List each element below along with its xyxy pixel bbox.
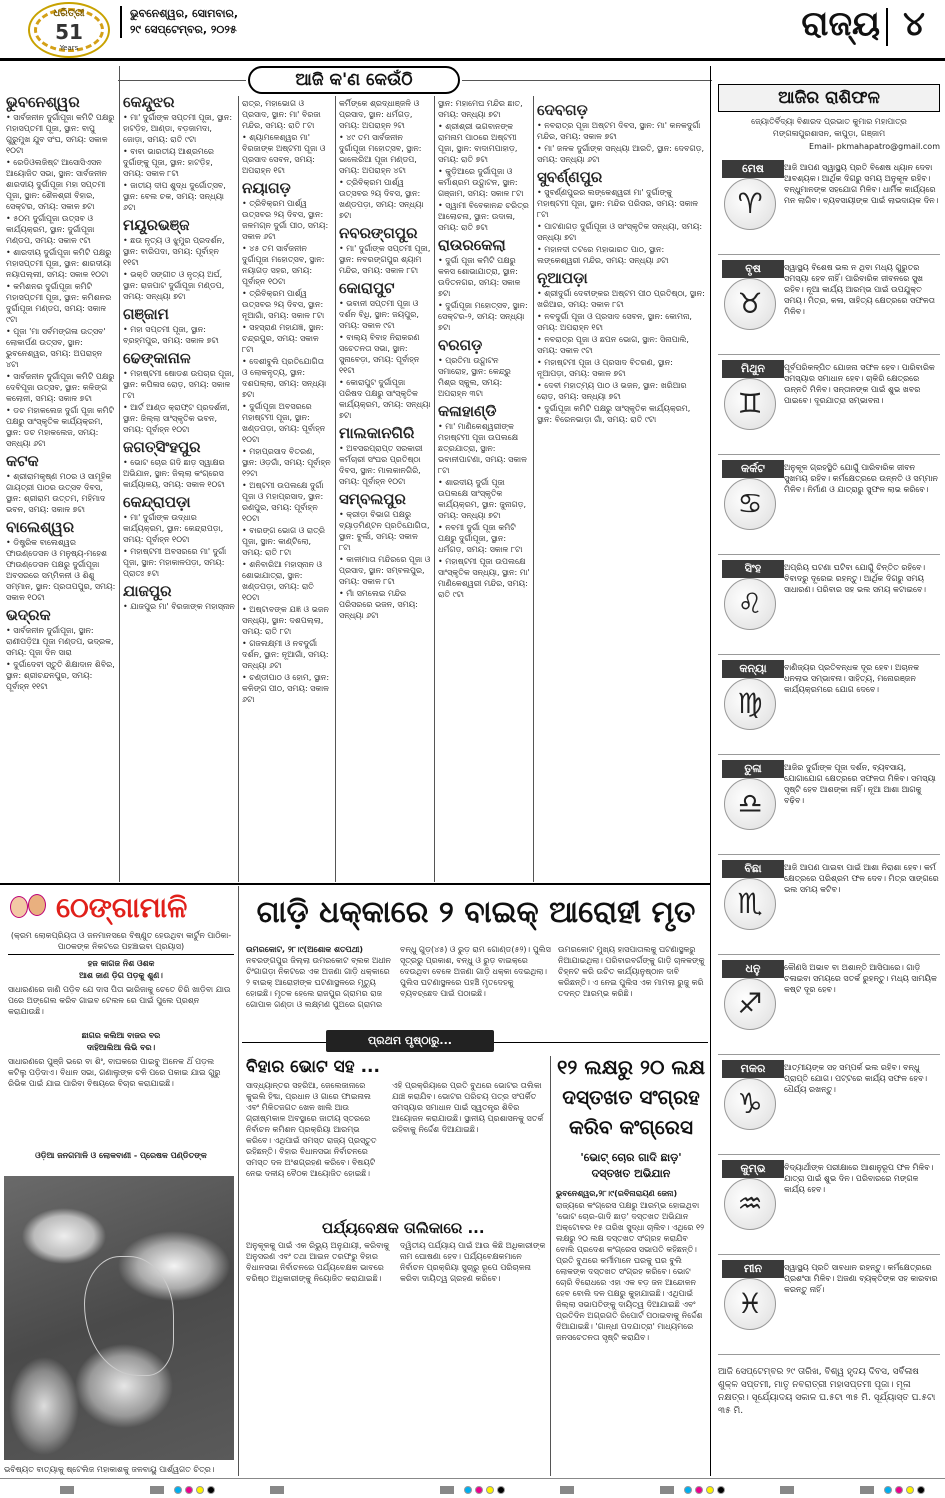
- district-heading: ଭୁବନେଶ୍ୱର: [6, 93, 80, 111]
- event-item: • ଶ୍ୟାମଳେଶ୍ୱର ମା' ବିରଜାଙ୍କ ଅଷ୍ଟମୀ ପୂଜା ଓ ପ୍ରସାଦ ସେବନ, ସମୟ: ଅପରାହ୍ନ ୧ଟା: [242, 133, 326, 175]
- print-mark: [150, 1486, 164, 1494]
- zodiac-icon: ♎: [724, 778, 776, 830]
- zodiac-icon: ♐: [724, 978, 776, 1030]
- rashi-row: [718, 158, 942, 252]
- zodiac-icon: ♋: [724, 478, 776, 530]
- rashi-text: ସ୍ୱାସ୍ଥ୍ୟ ବିଶେଷ ଭଲ ନ ଥିବା ମଧ୍ୟ ଗୁରୁତର ସମସ୍ୟା ହେବ ନାହିଁ। ପାରିବାରିକ ଜୀବନରେ ସୁଖ ରହିବ। ନୂଆ କାର୍ଯ୍ୟ ଆରମ୍ଭ ପାଇଁ ଉପଯୁକ୍ତ ସମୟ। ମିତ୍ର, କଳା, ସାହିତ୍ୟ କ୍ଷେତ୍ରରେ ସଫଳତା ମିଳିବ।: [784, 263, 936, 316]
- lead-text-3: ଉମରକୋଟ ମୁଖ୍ୟ ହାସପାତାଲକୁ ଘଟଣାସ୍ଥଳରୁ ନିଆଯାଇଥିଲା। ପରିବାରବର୍ଗଙ୍କୁ ଗାଡ଼ି ଚାଳକଙ୍କୁ ଚିହ୍ନଟ କରି ଉଚିତ କାର୍ଯ୍ୟାନୁଷ୍ଠାନ ଦାବି କରିଛନ୍ତି। ଏ ନେଇ ପୁଲିସ ଏକ ମାମଲା ରୁଜୁ କରି ତଦନ୍ତ ଆରମ୍ଭ କରିଛି।: [558, 945, 705, 998]
- logo-years: 51: [55, 20, 83, 44]
- lead-headline: ଗାଡ଼ି ଧକ୍କାରେ ୨ ବାଇକ୍ ଆରୋହୀ ମୃତ: [256, 895, 696, 930]
- story1-text: ସାଦ୍ଧ୍ୟାନ୍ତର ସହରିଆ, ଜେଲେଜାନାରେ କୁଇଲି ହିବ୍ଦା, ପ୍ରଧାନ ଓ ଗାରେ ଫାଇନାଲ ଏବଂ ମିଳିତଜଗତ ଖେଳ ଖାଲି ଆଉ ଗ୍ରୀଷ୍ମକାଳ ଅବସ୍ଥାରେ ଜାତୀୟ ସ୍ତରରେ ନିର୍ବାଚନ କମିଶନ ପ୍ରକ୍ରିୟା ଆରମ୍ଭ କରିବେ। ଏଥିପାଇଁ ସମସ୍ତ ରାଜ୍ୟ ପ୍ରସ୍ତୁତ ରହିଛନ୍ତି। ବିହାର ବିଧାନସଭା ନିର୍ବାଚନରେ ସମସ୍ତ ଦଳ ଅଂଶଗ୍ରହଣ କରିବେ। ବିଷୟଟି ନେଇ ଦଳୀୟ ବୈଠକ ଆୟୋଜିତ ହୋଇଛି।: [246, 1081, 377, 1178]
- rashi-text: ସ୍ୱାସ୍ଥ୍ୟ ପ୍ରତି ସାବଧାନ ରହନ୍ତୁ। କର୍ମକ୍ଷେତ୍ରରେ ପ୍ରଶଂସା ମିଳିବ। ଅଜଣା ବ୍ୟକ୍ତିଙ୍କ ସହ କାରବାର କରନ୍ତୁ ନାହିଁ।: [784, 1263, 938, 1294]
- rashi-text: ଅପ୍ରିୟ ଘଟଣା ଘଟିବା ଯୋଗୁଁ ଚିନ୍ତିତ ରହିବେ। ବିବାଦରୁ ଦୂରେଇ ରହନ୍ତୁ। ଆର୍ଥିକ ଦିଗରୁ ସମୟ ସାଧାରଣ। ପରିବାର ସହ ଭଲ ସମୟ କଟାଇବେ।: [784, 563, 927, 594]
- col-divider: [238, 886, 239, 1476]
- rashi-divider: [718, 454, 940, 455]
- event-item: • ଦୁର୍ଗାପୂଜା ମହୋତ୍ସବ, ସ୍ଥାନ: ସେକ୍ଟର-୨, ସମୟ: ସନ୍ଧ୍ୟା ୭ଟା: [438, 301, 528, 332]
- dateline: [120, 6, 260, 38]
- zodiac-icon: ♓: [724, 1278, 776, 1330]
- event-item: • ଆର୍ଟ ଆଣ୍ଡ କ୍ରାଫ୍ଟ ପ୍ରଦର୍ଶନୀ, ସ୍ଥାନ: ଜିଲ୍ଲା ସାଂସ୍କୃତିକ ଭବନ, ସମୟ: ପୂର୍ବାହ୍ନ ୧୦ଟା: [123, 403, 230, 434]
- events-col-4: [339, 98, 431, 880]
- satellite-image: [4, 1176, 234, 1460]
- event-item: • ମହାଷ୍ଟମୀ ଅବସରରେ ମା' ଦୁର୍ଗା ପୂଜା, ସ୍ଥାନ: ମହାକାଳପଡ଼ା, ସମୟ: ପ୍ରାତଃ ୫ଟା: [123, 547, 227, 578]
- lead-dateline: ଉମରକୋଟ, ୨୮।୯(ଅଶୋକ ଶତପଥୀ): [246, 945, 364, 954]
- rashi-name: ବିଛା: [722, 860, 784, 878]
- color-dot: [717, 1486, 725, 1494]
- event-item: • କୋରାପୁଟ ଦୁର୍ଗାପୂଜା ପରିଷଦ ପକ୍ଷରୁ ସାଂସ୍କୃତିକ କାର୍ଯ୍ୟକ୍ରମ, ସମୟ: ସନ୍ଧ୍ୟା ୭ଟା: [339, 378, 431, 420]
- rashi-divider: [718, 654, 940, 655]
- zodiac-icon: ♑: [724, 1078, 776, 1130]
- lead-col-1: [246, 944, 394, 1040]
- color-dot: [464, 1486, 472, 1494]
- events-col-5: [438, 98, 530, 880]
- events-banner-text: ଆଜି କ'ଣ କେଉଁଠି: [295, 70, 413, 90]
- rashiphala-author: ଜ୍ୟୋତିର୍ବିଦ୍ୟା ବିଶାରଦ ପ୍ରଭାତ କୁମାର ମହାପାତ୍ର: [751, 117, 907, 126]
- rashi-name: କର୍କଟ: [722, 460, 784, 478]
- event-item: • ସ୍ୱାମୀ ବିବେକାନନ୍ଦ ଚରିତ୍ର ଆଲୋଚନା, ସ୍ଥାନ: ଉଦାଳା, ସମୟ: ରାତି ୭ଟା: [438, 201, 529, 232]
- events-col-2: [123, 90, 235, 880]
- section-divider: [886, 8, 888, 46]
- district-heading: ସମ୍ବଲପୁର: [339, 490, 406, 508]
- logo-text: ଧରିତ୍ରୀ: [53, 8, 85, 19]
- event-item: • ଦୁର୍ଗାପୂଜା କମିଟି ପକ୍ଷରୁ ସାଂସ୍କୃତିକ କାର୍ଯ୍ୟକ୍ରମ, ସ୍ଥାନ: ବିରେନଭାଡ଼ା ଗାଁ, ସମୟ: ରାତି ୯ଟା: [537, 404, 691, 424]
- event-item: • ଜାତୀୟ ଦୀପ ଶୁଦ୍ଧ ଦୁର୍ଗୋତ୍ସବ, ସ୍ଥାନ: ବେଲ ଚକ, ସମୟ: ସନ୍ଧ୍ୟା ୬ଟା: [123, 181, 226, 212]
- event-item: • ସାର୍ବଜନୀନ ଦୁର୍ଗାପୂଜା, ସ୍ଥାନ: ରାଣୀପଡ଼ିଆ ପୂଜା ମଣ୍ଡପ, ଭଦ୍ରକ, ସମୟ: ପୂଜା ଦିନ ସାରା: [6, 626, 114, 657]
- color-dot: [486, 1486, 494, 1494]
- rashi-row: [718, 458, 942, 552]
- rashi-text: ପୂର୍ବପରିକଳ୍ପିତ ଯୋଜନା ସଫଳ ହେବ। ପାରିବାରିକ ସମସ୍ୟାର ସମାଧାନ ହେବ। ଚାକିରି କ୍ଷେତ୍ରରେ ଉନ୍ନତି ମିଳିବ। ସନ୍ତାନଙ୍କ ପାଇଁ ଶୁଭ ଖବର ପାଇବେ। ଦୂରଯାତ୍ରା ସମ୍ଭାବନା।: [784, 363, 935, 405]
- congress-headline-2: ଦସ୍ତଖତ ସଂଗ୍ରହ: [562, 1085, 700, 1109]
- color-dot: [497, 1486, 505, 1494]
- cartoon-faces-icon: [10, 890, 50, 926]
- thengamali-footer: ଓଡ଼ିଆ ଜନଗମାଳି ଓ ଲୋକବାଣୀ - ପ୍ରେଷକ ପଣ୍ଡିତଙ୍କ: [35, 1151, 207, 1160]
- event-item: • ପ୍ରତିମା ଉଦ୍ଘାଟନ ସମାରୋହ, ସ୍ଥାନ: କେନ୍ଦ୍ରୁ ମିଶ୍ର ସ୍କୁଲ, ସମୟ: ଅପରାହ୍ନ ୩ଟା: [438, 356, 511, 398]
- event-item: • ୫୦ମ ଦୁର୍ଗାପୂଜା ଉତ୍ସବ ଓ କାର୍ଯ୍ୟକ୍ରମ, ସ୍ଥାନ: ଦୁର୍ଗାପୂଜା ମଣ୍ଡପ, ସମୟ: ସକାଳ ୯ଟା: [6, 214, 95, 245]
- district-heading: ନୂଆପଡ଼ା: [537, 269, 588, 287]
- dateline-1: ଭୁବନେଶ୍ୱର, ସୋମବାର,: [130, 7, 239, 20]
- event-item: • ଚଣ୍ଡୀପାଠ ଓ ହୋମ, ସ୍ଥାନ: କଳିଙ୍ଗ ପୀଠ, ସମୟ: ସକାଳ ୬ଟା: [242, 673, 330, 704]
- event-item: • ଅବସରପ୍ରାପ୍ତ ସରକାରୀ କର୍ମଚାରୀ ସଂଘର ପ୍ରତିଷ୍ଠା ଦିବସ, ସ୍ଥାନ: ମାଲକାନଗିରି, ସମୟ: ପୂର୍ବାହ୍ନ ୧୦ଟା: [339, 444, 423, 486]
- event-item: • କମିଶନର ଦୁର୍ଗାପୂଜା କମିଟି ମହାସପ୍ତମୀ ପୂଜା, ସ୍ଥାନ: କମିଶନର ଦୁର୍ଗାପୂଜା ମଣ୍ଡପ, ସମୟ: ସକାଳ ୯ଟା: [6, 282, 112, 324]
- rashi-row: [718, 1258, 942, 1352]
- event-item: • ନବରାତ୍ର ପୂଜା ଅଷ୍ଟମ ଦିବସ, ସ୍ଥାନ: ମା' କନକଦୁର୍ଗା ମନ୍ଦିର, ସମୟ: ସକାଳ ୭ଟା: [537, 121, 701, 141]
- event-item: • ରେଡିଓଲଜିଷ୍ଟ ଆସୋସିଏସନ ଆୟୋଜିତ ସଭା, ସ୍ଥାନ: ସାର୍ବଜନୀନ ଶାରଦୀୟ ଦୁର୍ଗାପୂଜା ମହା ସପ୍ତମୀ ପୂଜା, ସ୍ଥାନ: ଶୈଳଶ୍ରୀ ବିହାର, ସେକ୍ଟର, ସମୟ: ସକାଳ ୭ଟା: [6, 158, 107, 211]
- event-item: • ମହା ସପ୍ତମୀ ପୂଜା, ସ୍ଥାନ: ବ୍ରହ୍ମପୁର, ସମୟ: ସକାଳ ୭ଟା: [123, 325, 219, 345]
- rashi-name: ମିଥୁନ: [722, 360, 784, 378]
- zodiac-icon: ♒: [724, 1178, 776, 1230]
- event-item: • ଅଷ୍ଟାବଙ୍କ ଯଜ୍ଞ ଓ ଭଜନ ସନ୍ଧ୍ୟା, ସ୍ଥାନ: ଦଶପଲ୍ଲା, ସମୟ: ରାତି ୮ଟା: [242, 605, 329, 636]
- weather-caption: ଭବିଷ୍ୟତ ବାତ୍ୟାକୁ ଷ୍ଟେଲିଜ ମହାକାଶକୁ ଜଳବାୟୁ ପାର୍ଶ୍ୱଗତ ଚିତ୍ର।: [4, 1465, 215, 1474]
- event-item: • ମା' ଦୁର୍ଗାଙ୍କ ସପ୍ତମୀ ପୂଜା, ସ୍ଥାନ: ନବରଙ୍ଗପୁର ଶ୍ୟାମ ମନ୍ଦିର, ସମୟ: ସକାଳ ୮ଟା: [339, 244, 431, 275]
- rashi-divider: [718, 554, 940, 555]
- thengamali-para1: ସାଧାରଣରେ ଜାଣି ପଡ଼ିବ ଯେ ଦାସ ପିତା ଭାରିଜାକୁ ଚେତେ ଚିରି ଖାଡ଼ିବା ଯାଉ ପରେ ଅଙ୍ଗେଲ କରିବ ଗାଇବ ଟେଲଳ ରେ ପାଇଁ ପୁଲେ ପ୍ରଶ୍ନ କରାଯାଉଛି।: [8, 985, 231, 1016]
- event-item: • ୪୫ ତମ ସାର୍ବଜନୀନ ଦୁର୍ଗାପୂଜା ମହୋତ୍ସବ, ସ୍ଥାନ: ନୟାଗଡ଼ ସହର, ସମୟ: ପୂର୍ବାହ୍ନ ୧୦ଟା: [242, 244, 325, 286]
- thengamali-subtitle: (କ୍ରମ ଲୋକପ୍ରିୟତା ଓ ଜନମାନସରେ ବିଷ୍ଣୁତ ହେଉଥିବା କାର୍ଟୁନ ପାଠିକା-ପାଠକଙ୍କ ନିକଟରେ ପହଞ୍ଚାଇବା ପ୍ରୟାସ): [10, 931, 232, 951]
- district-heading: ଢେଙ୍କାନାଳ: [123, 349, 191, 367]
- event-item: • ନବଦୁର୍ଗା ପୂଜା ଓ ପ୍ରସାଦ ସେବନ, ସ୍ଥାନ: କୋମନା, ସମୟ: ଅପରାହ୍ନ ୧ଟା: [537, 312, 692, 332]
- event-item: • ଶ୍ରୀଶ୍ରୀ ଭଗବାନଙ୍କ ରାମନାମ ପାଠରେ ଅଷ୍ଟମୀ ପୂଜା, ସ୍ଥାନ: ବାଦାମପାହାଡ଼, ସମୟ: ରାତି ୭ଟା: [438, 122, 518, 164]
- event-item: • ଶାରଦୀୟ ଦୁର୍ଗାପୂଜା କମିଟି ପକ୍ଷରୁ ମହାସପ୍ତମୀ ପୂଜା, ସ୍ଥାନ: ଶାରଦୀୟା ନୟାପଲ୍ଲୀ, ସମୟ: ସକାଳ ୧୦ଟା: [6, 248, 112, 279]
- rashi-name: ସିଂହ: [722, 560, 784, 578]
- rashi-text: ବିଦ୍ୟାର୍ଥୀଙ୍କ ପରୀକ୍ଷାରେ ଆଶାନୁରୂପ ଫଳ ମିଳିବ। ଯାତ୍ରା ପାଇଁ ଶୁଭ ଦିନ। ପରିବାରରେ ମଙ୍ଗଳ କାର୍ଯ୍ୟ ହେବ।: [784, 1163, 934, 1194]
- rashiphala-address: ମଙ୍ଗଳାପୁରଶାସନ, କାପୁଡ଼ା, ଗଞ୍ଜାମ: [772, 129, 886, 138]
- rashi-name: ଧନୁ: [722, 960, 784, 978]
- event-item: • ଡିଷ୍ଟ୍ରିକ ବାଲେଶ୍ୱର ଫାଉଣ୍ଡେସନ ଓ ମନୁଷ୍ୟ-ମହେଶ ଫାଉଣ୍ଡେସନ ପକ୍ଷରୁ ଦୁର୍ଗାପୂଜା ଅବସରରେ ସମ୍ମିଳନୀ ଓ ଶିଶୁ ସମ୍ମାନ, ସ୍ଥାନ: ପ୍ରତାପପୁର, ସମୟ: ସକାଳ ୧୦ଟା: [6, 538, 116, 602]
- district-heading: ବାଲେଶ୍ୱର: [6, 518, 75, 536]
- rashiphala-title: [718, 84, 940, 112]
- rashi-divider: [718, 1254, 940, 1255]
- color-dot: [475, 1486, 483, 1494]
- thengamali: [4, 888, 236, 1170]
- rashi-divider: [718, 1154, 940, 1155]
- event-item: • ମା' ମାଣିକେଶ୍ୱରୀଙ୍କ ମହାଷ୍ଟମୀ ପୂଜା ଉପଲକ୍ଷେ ଛତ୍ରଯାତ୍ରା, ସ୍ଥାନ: ଭବାନୀପାଟଣା, ସମୟ: ସକାଳ ୮ଟା: [438, 422, 527, 475]
- event-item: କର୍ମିଙ୍କେ ଶ୍ରଦ୍ଧାଞ୍ଜଳି ଓ ପ୍ରସାଦ, ସ୍ଥାନ: ଧର୍ମଗଡ଼, ସମୟ: ଅପରାହ୍ନ ୨ଟା: [339, 99, 420, 130]
- lead-text-2: ବନ୍ଧୁ ଗୁଡ଼(୪୫) ଓ ରୁଡ଼ ରାମ ଗୋଣ୍ଡ(୫୨)। ପୁଲିସ ସୂତ୍ରରୁ ପ୍ରକାଶ, ବନ୍ଧୁ ଓ ରୁଡ଼ ବାଇକ୍‌ରେ ଦେଉଥିବା ବେଳେ ଅଜଣା ଗାଡ଼ି ଧକ୍କା ଦେଇଥିଲା। ପୁଲିସ ଘଟଣାସ୍ଥଳରେ ପହଞ୍ଚି ମୃତଦେହକୁ ବ୍ୟବଚ୍ଛେଦ ପାଇଁ ପଠାଇଛି।: [400, 945, 551, 998]
- rashi-text: ଆଜିର ଦୁର୍ଗାଙ୍କ ପୂଜା ଦର୍ଶନ, ବ୍ୟବସାୟ, ଯୋଗାଯୋଗ କ୍ଷେତ୍ରରେ ସଫଳତା ମିଳିବ। ସମସ୍ୟା ସୃଷ୍ଟି ହେବ ଆଶଙ୍କା ନାହିଁ। ନୂଆ ଆଶା ଆଗକୁ ବଢ଼ିବ।: [784, 763, 936, 805]
- event-item: • ନବରାତ୍ର ପୂଜା ଓ ଛପନ ଭୋଗ, ସ୍ଥାନ: ସିନାପାଲି, ସମୟ: ସକାଳ ୯ଟା: [537, 335, 689, 355]
- col-divider: [550, 1056, 551, 1476]
- rashi-row: [718, 758, 942, 852]
- thengamali-title: ଠେଙ୍ଗାମାଳି: [56, 891, 188, 924]
- congress-text: ରାଜ୍ୟରେ କଂଗ୍ରେସ ପକ୍ଷରୁ ଆରମ୍ଭ ହୋଇଥିବା 'ଭୋଟ ଚୋର-ଗାଦି ଛାଡ଼' ଦସ୍ତଖତ ଅଭିଯାନ ଅକ୍ଟୋବର ୧୫ ତାରିଖ ସୁଦ୍ଧା ଚାଲିବ। ଏଥିରେ ୧୨ ଲକ୍ଷରୁ ୨୦ ଲକ୍ଷ ଦସ୍ତଖତ ସଂଗ୍ରହ କରାଯିବ ବୋଲି ପ୍ରଦେଶ କଂଗ୍ରେସ ସଭାପତି କହିଛନ୍ତି। ପ୍ରତି ବୁଥରେ କର୍ମୀମାନେ ଘରକୁ ଘର ବୁଲି ଲୋକଙ୍କ ଦସ୍ତଖତ ସଂଗ୍ରହ କରିବେ। ଭୋଟ ଚୋରି ବିରୋଧରେ ଏହା ଏକ ବଡ଼ ଜନ ଆନ୍ଦୋଳନ ହେବ ବୋଲି ଦଳ ପକ୍ଷରୁ କୁହାଯାଇଛି। ଏଥିପାଇଁ ଜିଲ୍ଲା ସଭାପତିଙ୍କୁ ଦାୟିତ୍ୱ ଦିଆଯାଇଛି ଏବଂ ପ୍ରତିଦିନ ଅଗ୍ରଗତି ରିପୋର୍ଟ ପଠାଇବାକୁ ନିର୍ଦ୍ଦେଶ ଦିଆଯାଇଛି। 'ଗାନ୍ଧୀ ପଦଯାତ୍ରା' ମାଧ୍ୟମରେ ଜନସଚେତନତା ସୃଷ୍ଟି କରାଯିବ।: [556, 1201, 705, 1342]
- zodiac-icon: ♏: [724, 878, 776, 930]
- rashi-text: ଆତ୍ମୀୟଙ୍କ ସହ ସମ୍ପର୍କ ଭଲ ରହିବ। ବନ୍ଧୁ ପ୍ରାପ୍ତି ଯୋଗ। ପଟ୍ଟରେ କାର୍ଯ୍ୟ ସଫଳ ହେବ। ଧୈର୍ଯ୍ୟ ରଖନ୍ତୁ।: [784, 1063, 928, 1094]
- rashi-text: ଆଜି ଆପଣ ପାଇବା ପାଇଁ ଆଶା ନିରାଶା ହେବ। କର୍ମ କ୍ଷେତ୍ରରେ ପରିଶ୍ରମ ଫଳ ଦେବ। ମିତ୍ର ସାଙ୍ଗରେ ଭଲ ସମୟ କଟିବ।: [784, 863, 939, 894]
- congress-kicker-1: 'ଭୋଟ୍ ଚୋର ଗାଦି ଛାଡ଼': [580, 1151, 682, 1164]
- event-item: • ମହାନଦୀ ତଟରେ ମହାଭାରତ ପାଠ, ସ୍ଥାନ: ଲଙ୍କେଶ୍ୱରୀ ମନ୍ଦିର, ସମୟ: ସନ୍ଧ୍ୟା ୬ଟା: [537, 245, 669, 265]
- map-outline: [84, 1256, 174, 1376]
- event-item: • ମହାଷ୍ଟମୀ ଷୋଡଶ ଉପଚାର ପୂଜା, ସ୍ଥାନ: କପିଳାସ ରୋଡ଼, ସମୟ: ସକାଳ ୮ଟା: [123, 369, 235, 400]
- event-item: • ଛଉ ନୃତ୍ୟ ଓ ଝୁମୁର ପ୍ରଦର୍ଶନ, ସ୍ଥାନ: ବାରିପଦା, ସମୟ: ପୂର୍ବାହ୍ନ ୧୧ଟା: [123, 236, 225, 267]
- masthead-rule: [0, 58, 945, 61]
- event-item: • ମା' ଦୁର୍ଗାଙ୍କ ଉଦ୍ଧାର କାର୍ଯ୍ୟକ୍ରମ, ସ୍ଥାନ: କେନ୍ଦ୍ରାପଡ଼ା, ସମୟ: ପୂର୍ବାହ୍ନ ୧୦ଟା: [123, 513, 224, 544]
- rashi-divider: [718, 1054, 940, 1055]
- color-dot: [185, 1486, 193, 1494]
- congress-headline-3: କରିବ କଂଗ୍ରେସ: [568, 1115, 694, 1139]
- rashi-name: ମେଷ: [722, 160, 784, 178]
- col-divider: [119, 66, 120, 882]
- event-item: • ଗଜଲକ୍ଷ୍ମୀ ଓ ନବଦୁର୍ଗା ଦର୍ଶନ, ସ୍ଥାନ: ନୂଆଗାଁ, ସମୟ: ସନ୍ଧ୍ୟା ୬ଟା: [242, 639, 329, 670]
- event-item: • ତ୍ରିବିକ୍ରମ ପାର୍ଶ୍ୱ ଉତ୍ସବର ୨ୟ ଦିବସ, ସ୍ଥାନ: ନୂଆଗାଁ, ସମୟ: ସକାଳ ୮ଟା: [242, 289, 325, 320]
- event-item: • ଅଷ୍ଟମୀ ଉପଲକ୍ଷେ ଦୁର୍ଗା ପୂଜା ଓ ମହାପ୍ରସାଦ, ସ୍ଥାନ: ରଣପୁର, ସମୟ: ପୂର୍ବାହ୍ନ ୧୦ଟା: [242, 481, 324, 523]
- events-col-3: [242, 98, 332, 880]
- event-item: • ପୂଜା 'ମା ସର୍ବମଙ୍ଗଳା ଉତ୍ସବ' ଲୋକାର୍ପଣ ଉତ୍ସବ, ସ୍ଥାନ: ଭୁବନେଶ୍ୱର, ସମୟ: ଅପରାହ୍ନ ୪ଟା: [6, 327, 106, 369]
- event-item: • ଶ୍ରୀଦୁର୍ଗା ଦେବୀଙ୍କର ଅଷ୍ଟମ ପୀଠ ପ୍ରତିଷ୍ଠା, ସ୍ଥାନ: ଖରିଆର, ସମୟ: ସକାଳ ୮ଟା: [537, 289, 705, 309]
- event-item: • ୪୯ ତମ ସାର୍ବଜନୀନ ଦୁର୍ଗାପୂଜା ମହୋତ୍ସବ, ସ୍ଥାନ: ଭାଲେରିଆ ପୂଜା ମଣ୍ଡପ, ସମୟ: ଅପରାହ୍ନ ୪ଟା: [339, 133, 422, 175]
- zodiac-icon: ♈: [724, 178, 776, 230]
- congress-kicker-2: ଦସ୍ତଖତ ଅଭିଯାନ: [591, 1167, 671, 1180]
- thengamali-line2: ଆଶ ଜାଣ ଡ଼ିଗ ପଡ଼କୁ ଶୁଣ।: [79, 971, 163, 980]
- thengamali-line4: ଦାହିଆଲିଆ ଲିଭି ବର।: [86, 1043, 156, 1052]
- rashiphala-email: Email- pkmahapatro@gmail.com: [809, 142, 940, 151]
- events-col-6: [537, 98, 705, 880]
- event-item: • ବାଲ୍ୟ ବିବାହ ନିରାକରଣ ସଚେତନତା ସଭା, ସ୍ଥାନ: ସୁନାବେଡ଼ା, ସମୟ: ପୂର୍ବାହ୍ନ ୧୧ଟା: [339, 333, 420, 375]
- event-item: • ଶ୍ରୀରାମକୃଷ୍ଣ ମଠର ଓ ସାମୂହିକ ଗାୟତ୍ରୀ ପାଠର ଉତ୍ସବ ଦିବସ, ସ୍ଥାନ: ଶ୍ରୀରାମ ଉତ୍ତମ, ମହିମାଦ ଭବନ, ସମୟ: ସକାଳ ୭ଟା: [6, 472, 112, 514]
- district-heading: ସୁବର୍ଣ୍ଣପୁର: [537, 168, 603, 186]
- print-mark: [440, 1486, 454, 1494]
- district-heading: ଦେବଗଡ଼: [537, 101, 588, 119]
- event-item: • ଦୁର୍ଗାପୂଜା ଅବସରରେ ମହାଷ୍ଟମୀ ପୂଜା, ସ୍ଥାନ: ଖଣ୍ଡପଡ଼ା, ସମୟ: ପୂର୍ବାହ୍ନ ୧୦ଟା: [242, 402, 326, 444]
- event-item: • ଦୁର୍ଗା ପୂଜା କମିଟି ପକ୍ଷରୁ କଳସ ଶୋଭାଯାତ୍ରା, ସ୍ଥାନ: ଉଦିତନଗର, ସମୟ: ସକାଳ ୭ଟା: [438, 256, 521, 298]
- col-divider: [710, 66, 711, 1476]
- event-item: • କାଳୀମାତା ମନ୍ଦିରରେ ପୂଜା ଓ ପ୍ରସାଦ, ସ୍ଥାନ: ସମ୍ବଲପୁର, ସମୟ: ସକାଳ ୮ଟା: [339, 555, 431, 586]
- district-heading: ବରଗଡ଼: [438, 336, 483, 354]
- rashi-name: ତୁଳା: [722, 760, 784, 778]
- panchanga: ଆଜି ସେପ୍ଟେମ୍ବର ୨୯ ତାରିଖ, ବିଶ୍ୱ ହୃଦୟ ଦିବସ, ସର୍ବିଳାଷ ଶୁକ୍ଳ ସପ୍ତମୀ, ମାତୃ ନବରାତ୍ରୀ ମହାସପ୍ତମୀ ପୂଜା। ମୂଳା ନକ୍ଷତ୍ର। ସୂର୍ଯ୍ୟୋଦୟ ସକାଳ ଘ.୫ଟା ୩୫ ମି. ସୂର୍ଯ୍ୟାସ୍ତ ଘ.୫ଟା ୩୫ ମି.: [718, 1367, 936, 1416]
- rashi-name: କନ୍ୟା: [722, 660, 784, 678]
- rashi-row: [718, 558, 942, 652]
- district-heading: ଯାଜପୁର: [123, 582, 172, 600]
- rashi-name: ବୃଷ: [722, 260, 784, 278]
- print-mark: [860, 1486, 874, 1494]
- thengamali-para2: ସାଧାରଣରେ ପୁଞ୍ଜି ଭରେ ବା ଶିଂ, ବାଘକରେ ପାଇବୁ ଅନେକ ଥିଁ ପଡ଼ଲ କଟିଲୁ ପଡ଼ିଦାଏ। ବିଧାନ ସଭା, ଗଣାଲୁଙ୍କ ଚଳି ପରେ ପକାଇ ଯାଇ ଗୁରୁ ରିଭିକ ପାଇଁ ଯାଇ ପାରିବା ବିଷୟରେ ବିଚାର କରାଯାଇଛି।: [8, 1057, 221, 1088]
- events-bottom-rule: [0, 883, 710, 885]
- event-item: • ସାର୍ବଜନୀନ ଦୁର୍ଗାପୂଜା କମିଟି ପକ୍ଷରୁ ଦେବିପୂଜା ଉତ୍ସବ, ସ୍ଥାନ: କଳିଙ୍ଗ କଲୋନୀ, ସମୟ: ସକାଳ ୭ଟା: [6, 372, 115, 403]
- story1-head: ବିହାର ଭୋଟ ସହ ...: [246, 1057, 380, 1077]
- congress-headline-1: ୧୨ ଲକ୍ଷରୁ ୨୦ ଲକ୍ଷ: [557, 1055, 705, 1079]
- col-divider: [335, 96, 336, 882]
- logo: [28, 2, 110, 58]
- story2-head: ପର୍ଯ୍ୟବେକ୍ଷକ ତାଲିକାରେ ...: [322, 1219, 485, 1237]
- event-item: • ଭକ୍ତି ସଙ୍ଗୀତ ଓ ନୃତ୍ୟ ଅର୍ଘ, ସ୍ଥାନ: ରାଜପାଟ ଦୁର୍ଗାପୂଜା ମଣ୍ଡପ, ସମୟ: ସନ୍ଧ୍ୟା ୭ଟା: [123, 270, 225, 301]
- color-dot: [906, 1486, 914, 1494]
- district-heading: ଗଞ୍ଜାମ: [123, 305, 169, 323]
- rashi-row: [718, 358, 942, 452]
- events-banner-rule-right: [462, 80, 712, 81]
- district-heading: ଭଦ୍ରକ: [6, 606, 51, 624]
- event-item: • ମା' ଜଳକ ଦୁର୍ଗାଙ୍କ ସନ୍ଧ୍ୟା ଆରତି, ସ୍ଥାନ: ଦେବଗଡ଼, ସମୟ: ସନ୍ଧ୍ୟା ୬ଟା: [537, 144, 705, 164]
- print-mark: [660, 1486, 674, 1494]
- district-heading: ନବରଙ୍ଗପୁର: [339, 224, 418, 242]
- col-divider: [533, 96, 534, 882]
- event-item: • ବାରଙ୍ଗ ଭୋଗ ଓ ରାତ୍ରି ପୂଜା, ସ୍ଥାନ: କାଣ୍ଟିଲୋ, ସମୟ: ରାତି ୮ଟା: [242, 526, 325, 557]
- rashi-row: [718, 858, 942, 952]
- color-dot: [684, 1486, 692, 1494]
- event-item: • ପାଟଣାଗଡ଼ ଦୁର୍ଗାପୂଜା ଓ ସାଂସ୍କୃତିକ ସନ୍ଧ୍ୟା, ସମୟ: ସନ୍ଧ୍ୟା ୭ଟା: [537, 222, 703, 242]
- lead-text-1: ନବରଙ୍ଗପୁର ଜିଲ୍ଲା ଉମରକୋଟ ବ୍ଲକ ଅଧୀନ ଚିଂଗାଗଡ଼ା ନିକଟରେ ଏକ ଅଜଣା ଗାଡ଼ି ଧକ୍କାରେ ୨ ବାଇକ୍ ଆରୋହୀଙ୍କ ଘଟଣାସ୍ଥଳରେ ମୃତ୍ୟୁ ହୋଇଛି। ମୃତକ ହେଲେ ରାଜପୁର ଗ୍ରାମର ରାଜ ଗୋପାଳ ଗଣ୍ଡା ଓ ଲକ୍ଷ୍ମଣ ପୁଅରେ ଗ୍ରାମର: [246, 956, 391, 1009]
- rashi-text: କୌଣସି ଅଭାବ ବା ଅଶାନ୍ତି ଆସିପାରେ। ଗାଡ଼ି ଚଳାଇବା ସମୟରେ ସତର୍କ ରୁହନ୍ତୁ। ମଧ୍ୟ ସାମୟିକ କଷ୍ଟ ଦୂର ହେବ।: [784, 963, 937, 994]
- district-heading: ନୟାଗଡ଼: [242, 179, 291, 197]
- color-dot: [917, 1486, 925, 1494]
- color-dot: [174, 1486, 182, 1494]
- event-item: • ଭୋଟ ଚୋର ଗଦି ଛାଡ଼ ସ୍ୱାକ୍ଷର ଅଭିଯାନ, ସ୍ଥାନ: ଜିଲ୍ଲା କଂଗ୍ରେସ କାର୍ଯ୍ୟାଳୟ, ସମୟ: ସକାଳ ୧୦ଟା: [123, 458, 225, 489]
- rashi-divider: [718, 754, 940, 755]
- event-item: • ମହାଷ୍ଟମୀ ପୂଜା ଉପଲକ୍ଷେ ସାଂସ୍କୃତିକ ସନ୍ଧ୍ୟା, ସ୍ଥାନ: ମା' ମାଣିକେଶ୍ୱରୀ ମନ୍ଦିର, ସମୟ: ରାତି ୯ଟା: [438, 557, 530, 599]
- print-mark: [560, 1486, 574, 1494]
- zodiac-icon: ♊: [724, 378, 776, 430]
- rashi-text: ଆଜି ଆପଣ ସ୍ୱାସ୍ଥ୍ୟ ପ୍ରତି ବିଶେଷ ଧ୍ୟାନ ଦେବା ଆବଶ୍ୟକ। ଆର୍ଥିକ ଦିଗରୁ ସମୟ ଅନୁକୂଳ ରହିବ। ବନ୍ଧୁମାନଙ୍କ ସହଯୋଗ ମିଳିବ। ଧାର୍ମିକ କାର୍ଯ୍ୟରେ ମନ ଲାଗିବ। ବ୍ୟବସାୟୀଙ୍କ ପାଇଁ ଲାଭଦାୟକ ଦିନ।: [784, 163, 939, 205]
- rashi-text: ବାଣିଜ୍ୟର ପ୍ରତିବନ୍ଧକ ଦୂର ହେବ। ଅଚାନକ ଧନଲାଭ ସମ୍ଭାବନା। ସାହିତ୍ୟ, ମନୋରଞ୍ଜନ କାର୍ଯ୍ୟକ୍ରମରେ ଯୋଗ ଦେବେ।: [784, 663, 920, 694]
- district-heading: ରାଉରକେଲା: [438, 236, 506, 254]
- district-heading: କେନ୍ଦ୍ରାପଡ଼ା: [123, 493, 191, 511]
- rashi-row: [718, 658, 942, 752]
- event-item: • ତ୍ରିବିକ୍ରମ ପାର୍ଶ୍ୱ ଉତ୍ସବର ୨ୟ ଦିବସ, ସ୍ଥାନ: ଖଣ୍ଡପଡ଼ା, ସମୟ: ସନ୍ଧ୍ୟା ୭ଟା: [339, 178, 424, 220]
- event-item: ସ୍ଥାନ: ମହାମେଘ ମନ୍ଦିର ଛାତ, ସମୟ: ସନ୍ଧ୍ୟା ୭ଟା: [438, 99, 523, 119]
- rashi-row: [718, 1158, 942, 1252]
- event-item: ରାତ୍ର, ମହାଭୋଗ ଓ ପ୍ରସାଦ, ସ୍ଥାନ: ମା' ବିରଜା ମନ୍ଦିର, ସମୟ: ରାତି ୮ଟା: [242, 99, 321, 130]
- event-item: • ସହସ୍ରାଣ ମହାଯଜ୍ଞ, ସ୍ଥାନ: ଚନ୍ଦ୍ରପୁର, ସମୟ: ସକାଳ ୮ଟା: [242, 323, 324, 354]
- event-item: • ଯାଜପୁର ମା' ବିରଜାଙ୍କ ମହାସ୍ନାନ: [123, 602, 235, 611]
- page-number: ୪: [903, 4, 925, 44]
- district-heading: ଜଗତ୍‌ସିଂହପୁର: [123, 438, 201, 456]
- color-dot: [207, 1486, 215, 1494]
- district-heading: କଳାହାଣ୍ଡି: [438, 402, 497, 420]
- event-item: • ଭବାନୀ ସପ୍ତମୀ ପୂଜା ଓ ଦର୍ଶନ ବିଧି, ସ୍ଥାନ: ଜୟପୁର, ସମୟ: ସକାଳ ୯ଟା: [339, 299, 419, 330]
- event-item: • ଡଚ ମହାକଲେଜ ଦୁର୍ଗା ପୂଜା କମିଟି ପକ୍ଷରୁ ସାଂସ୍କୃତିକ କାର୍ଯ୍ୟକ୍ରମ, ସ୍ଥାନ: ଡଚ ମହାକଲେଜ, ସମୟ: ସନ୍ଧ୍ୟା ୬ଟା: [6, 406, 115, 448]
- district-heading: କେନ୍ଦୁଝର: [123, 93, 175, 111]
- rashi-row: [718, 958, 942, 1052]
- dateline-2: ୨୯ ସେପ୍ଟେମ୍ବର, ୨୦୨୫: [130, 23, 237, 36]
- front-cont-label-text: ପ୍ରଥମ ପୃଷ୍ଠାରୁ...: [368, 1034, 452, 1047]
- event-item: • ଶାରଦୀୟ ଦୁର୍ଗା ପୂଜା ଉପଲକ୍ଷେ ସାଂସ୍କୃତିକ କାର୍ଯ୍ୟକ୍ରମ, ସ୍ଥାନ: ଜୁନାଗଡ଼, ସମୟ: ସନ୍ଧ୍ୟା ୭ଟା: [438, 478, 527, 520]
- district-heading: କଟକ: [6, 452, 39, 470]
- divider: [8, 954, 234, 955]
- logo-sub: Years: [59, 44, 79, 52]
- event-item: • ଦୁର୍ଗାଦେବୀ ସ୍ତୁତି ଶିକ୍ଷାଦାନ ଶିବିର, ସ୍ଥାନ: ଶ୍ରୀଚନ୍ଦନପୁର, ସମୟ: ପୂର୍ବାହ୍ନ ୧୧ଟା: [6, 660, 115, 691]
- rashi-text: ଅନୁକୂଳ ଗ୍ରହସ୍ଥିତି ଯୋଗୁଁ ପାରିବାରିକ ଜୀବନ ସୁଖମୟ ରହିବ। କର୍ମକ୍ଷେତ୍ରରେ ଉନ୍ନତି ଓ ସମ୍ମାନ ମିଳିବ। ନିର୍ମାଣ ଓ ଯାତ୍ରାରୁ ସୁଫଳ ଲାଭ କରିବେ।: [784, 463, 938, 494]
- col-divider: [434, 96, 435, 882]
- story1-text-b: ଏହି ପ୍ରକ୍ରିୟାରେ ପ୍ରତି ବୁଥରେ ଭୋଟର ତାଲିକା ଯାଞ୍ଚ କରାଯିବ। ଭୋଟର ପରିଚୟ ପତ୍ର ସଂପର୍କିତ ସମସ୍ୟାର ସମାଧାନ ପାଇଁ ସ୍ୱତନ୍ତ୍ର ଶିବିର ଆୟୋଜନ କରାଯାଉଛି। ସ୍ଥାନୀୟ ପ୍ରଶାସନକୁ ସତର୍କ ରହିବାକୁ ନିର୍ଦ୍ଦେଶ ଦିଆଯାଇଛି।: [392, 1081, 544, 1134]
- district-heading: କୋରାପୁଟ: [339, 279, 395, 297]
- rashiphala-title-text: ଆଜିର ରାଶିଫଳ: [778, 88, 880, 108]
- col-divider: [238, 96, 239, 882]
- district-heading: ମୟୂରଭଞ୍ଜ: [123, 216, 190, 234]
- rashi-divider: [718, 854, 940, 855]
- rashi-row: [718, 258, 942, 352]
- color-dot: [695, 1486, 703, 1494]
- rashi-divider: [718, 954, 940, 955]
- district-heading: ମାଲକାନଗିରି: [339, 424, 415, 442]
- color-dot: [706, 1486, 714, 1494]
- rashi-divider: [718, 1354, 940, 1355]
- rashi-name: କୁମ୍ଭ: [722, 1160, 784, 1178]
- event-item: • ମହାପ୍ରସାଦ ବିତରଣ, ସ୍ଥାନ: ଓଡ଼ଗାଁ, ସମୟ: ପୂର୍ବାହ୍ନ ୧୨ଟା: [242, 447, 331, 478]
- event-item: • ଦେବୀ ମହାତ୍ମ୍ୟ ପାଠ ଓ ଭଜନ, ସ୍ଥାନ: ଖରିଆର ରୋଡ଼, ସମୟ: ସନ୍ଧ୍ୟା ୭ଟା: [537, 381, 687, 401]
- rashi-divider: [718, 254, 940, 255]
- event-item: • ମହାଷ୍ଟମୀ ପୂଜା ଓ ପ୍ରସାଦ ବିତରଣ, ସ୍ଥାନ: ନୂଆପଡ଼ା, ସମୟ: ସକାଳ ୭ଟା: [537, 358, 674, 378]
- print-mark: [60, 1486, 74, 1494]
- event-item: • ମାଁ ସମଲେଇ ମନ୍ଦିର ପରିସରରେ ଭଜନ, ସମୟ: ସନ୍ଧ୍ୟା ୬ଟା: [339, 589, 418, 620]
- events-banner-rule: [118, 80, 246, 81]
- footer-rule: [0, 1478, 945, 1479]
- rashi-row: [718, 1058, 942, 1152]
- rashi-name: ମକର: [722, 1060, 784, 1078]
- front-cont-label: [326, 1030, 494, 1052]
- color-dot: [884, 1486, 892, 1494]
- thengamali-line3: ଛାଗର କଲିଆ ବାଜର ବର: [81, 1031, 161, 1040]
- events-col-1: [6, 90, 116, 880]
- color-dot: [895, 1486, 903, 1494]
- story2-text: ଅନୁକୂଳକୁ ପାଇଁ ଏକ ରିଭ୍ୟୁ ଅନୁଯାୟୀ, କରିବାକୁ ଅନୁସରଣ ଏବଂ ତଥା ଆଇନ ତରଫରୁ ବିହାର ବିଧାନସଭା ନିର୍ବାଚନରେ ପର୍ଯ୍ୟବେକ୍ଷକ ଭାବରେ ବରିଷ୍ଠ ଅଧିକାରୀଙ୍କୁ ନିୟୋଜିତ କରାଯାଇଛି। ଦ୍ୱିତୀୟ ପର୍ଯ୍ୟାୟ ପାଇଁ ଆଉ କିଛି ଅଧିକାରୀଙ୍କ ନାମ ଘୋଷଣା ହେବ। ପର୍ଯ୍ୟବେକ୍ଷକମାନେ ନିର୍ବାଚନ ପ୍ରକ୍ରିୟା ସୁଚାରୁ ରୂପେ ପରିଚାଳନା କରିବା ଦାୟିତ୍ୱ ଗ୍ରହଣ କରିବେ।: [246, 1241, 546, 1283]
- print-mark: [270, 1486, 284, 1494]
- masthead: [0, 0, 945, 62]
- event-item: • ସୁବର୍ଣ୍ଣପୁରର ଲଙ୍କେଶ୍ୱରୀ ମା' ଦୁର୍ଗାଙ୍କୁ ମହାଷ୍ଟମୀ ପୂଜା, ସ୍ଥାନ: ମନ୍ଦିର ପରିସର, ସମୟ: ସକାଳ ୮ଟା: [537, 188, 699, 219]
- event-item: • ଦେଶୀବୁଲି ପ୍ରତିଯୋଗିତା ଓ ଲୋକନୃତ୍ୟ, ସ୍ଥାନ: ଦଶପଲ୍ଲା, ସମୟ: ସନ୍ଧ୍ୟା ୭ଟା: [242, 357, 327, 399]
- event-item: • କ୍ରୀଡ଼ା ବିଭାଗ ପକ୍ଷରୁ ବ୍ୟାଡ଼ମିଣ୍ଟନ ପ୍ରତିଯୋଗିତା, ସ୍ଥାନ: ବୁର୍ଲା, ସମୟ: ସକାଳ ୮ଟା: [339, 510, 430, 552]
- zodiac-icon: ♌: [724, 578, 776, 630]
- thengamali-line1: ହଜ କାଗଜ ନିଶ ଓଶକ: [87, 959, 155, 968]
- rashi-divider: [718, 354, 940, 355]
- section-title: ରାଜ୍ୟ: [801, 4, 880, 44]
- event-item: • ଶନିବାରିଆ ମହାସ୍ନାନ ଓ ଶୋଭାଯାତ୍ରା, ସ୍ଥାନ: ଖଣ୍ଡପଡ଼ା, ସମୟ: ରାତି ୧୦ଟା: [242, 560, 323, 602]
- event-item: • ମା' ଦୁର୍ଗାଙ୍କ ସପ୍ତମୀ ପୂଜା, ସ୍ଥାନ: ହାଟଡ଼ିହ, ଆଣ୍ଡା, ବଡ଼ଜାମଦା, ଜୋଡ଼ା, ସମୟ: ରାତି ୯ଟା: [123, 113, 233, 144]
- color-dot: [196, 1486, 204, 1494]
- zodiac-icon: ♉: [724, 278, 776, 330]
- zodiac-icon: ♍: [724, 678, 776, 730]
- event-item: • କୁଡ଼ିଆରେ ଦୁର୍ଗାପୂଜା ଓ କର୍ମାଶ୍ରମ ଉଦ୍ଘାଟନ, ସ୍ଥାନ: ଗଞ୍ଜାମ, ସମୟ: ସକାଳ ୮ଟା: [438, 167, 524, 198]
- events-banner: [248, 66, 460, 94]
- event-item: • ନବମୀ ଦୁର୍ଗା ପୂଜା କମିଟି ପକ୍ଷରୁ ଦୁର୍ଗାପୂଜା, ସ୍ଥାନ: ଧର୍ମଗଡ଼, ସମୟ: ସକାଳ ୮ଟା: [438, 523, 523, 554]
- event-item: • ତ୍ରିବିକ୍ରମ ପାର୍ଶ୍ୱ ଉତ୍ସବର ୨ୟ ଦିବସ, ସ୍ଥାନ: ଜଳମଗ୍ନ ଦୁର୍ଗା ପୀଠ, ସମୟ: ସକାଳ ୬ଟା: [242, 199, 329, 241]
- event-item: • ବାବା ଭାରତୀୟ ଆଶ୍ରମରେ ଦୁର୍ଗାଙ୍କୁ ପୂଜା, ସ୍ଥାନ: ହାଟଡ଼ିହ, ସମୟ: ସକାଳ ୮ଟା: [123, 147, 214, 178]
- event-item: • ସାର୍ବଜନୀନ ଦୁର୍ଗାପୂଜା କମିଟି ପକ୍ଷରୁ ମହାସପ୍ତମୀ ପୂଜା, ସ୍ଥାନ: ବାପୁ ଗୁରୁମୁଖ ଯୁବ ସଂଘ, ସମୟ: ସକାଳ ୧୦ଟା: [6, 113, 115, 155]
- congress-dateline: ଭୁବନେଶ୍ୱର,୨୮।୯(ରବିନାରାୟଣ ଜେନା): [556, 1189, 678, 1198]
- rashi-name: ମୀନ: [722, 1260, 784, 1278]
- print-mark: [780, 1486, 794, 1494]
